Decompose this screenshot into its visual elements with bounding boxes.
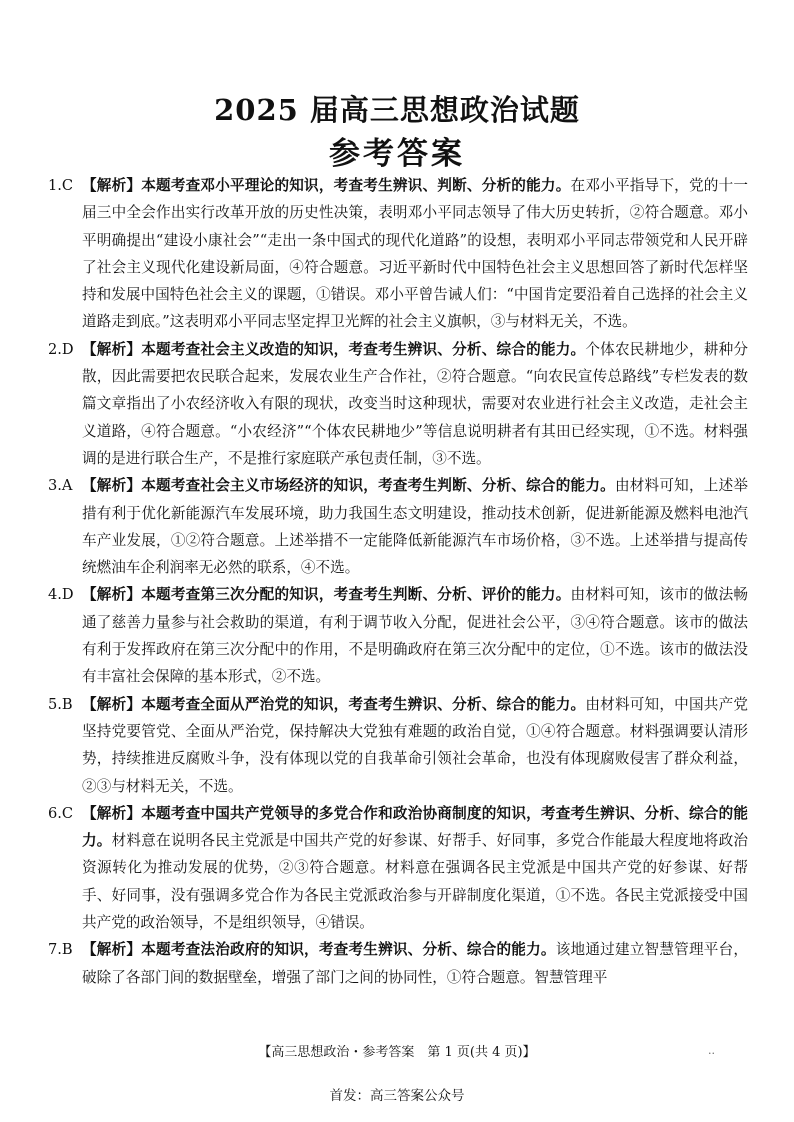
- footer-mark: ..: [708, 1044, 715, 1057]
- answer-item: [48, 472, 748, 581]
- answer-body: 由材料可知，该市的做法畅通了慈善力量参与社会救助的渠道，有利于调节收入分配，促进社会公平，③④符合题意。该市的做法有利于发挥政府在第三次分配中的作用，不是明确政府在第三次分配中的定位，①不选。该市的做法没有丰富社会保障的基本形式，②不选。: [82, 586, 748, 686]
- answer-body: 由材料可知，中国共产党坚持党要管党、全面从严治党，保持解决大党独有难题的政治自觉，①④符合题意。材料强调要认清形势，持续推进反腐败斗争，没有体现以党的自我革命引领社会革命，也没有体现腐败侵害了群众利益，②③与材料无关，不选。: [82, 695, 748, 795]
- answer-item: [48, 800, 748, 936]
- answer-item: [48, 691, 748, 800]
- answer-lead: 本题考查全面从严治党的知识，考查考生辨识、分析、综合的能力。: [141, 695, 586, 713]
- analysis-tag: 【解析】: [82, 695, 142, 713]
- analysis-tag: 【解析】: [82, 586, 142, 604]
- answer-body: 由材料可知，上述举措有利于优化新能源汽车发展环境，助力我国生态文明建设，推动技术创新，促进新能源及燃料电池汽车产业发展，①②符合题意。上述举措不一定能降低新能源汽车市场价格，③不选。上述举措与提高传统燃油车企利润率无必然的联系，④不选。: [82, 477, 748, 577]
- source-credit: 首发：高三答案公众号: [329, 1088, 465, 1104]
- answer-lead: 本题考查中国共产党领导的多党合作和政治协商制度的知识，考查考生辨识、分析、综合的能力。: [82, 804, 748, 850]
- answer-lead: 本题考查社会主义市场经济的知识，考查考生判断、分析、综合的能力。: [141, 477, 615, 495]
- answer-lead: 本题考查邓小平理论的知识，考查考生辨识、判断、分析的能力。: [141, 177, 571, 194]
- analysis-tag: 【解析】: [82, 177, 142, 194]
- analysis-tag: 【解析】: [82, 804, 142, 822]
- answer-lead: 本题考查第三次分配的知识，考查考生判断、分析、评价的能力。: [141, 586, 571, 604]
- answer-item: [48, 936, 748, 991]
- page-footer: 【高三思想政治・参考答案 第 1 页(共 4 页)】: [258, 1045, 536, 1060]
- answer-body: 在邓小平指导下，党的十一届三中全会作出实行改革开放的历史性决策，表明邓小平同志领导了伟大历史转折，②符合题意。邓小平明确提出“建设小康社会”“走出一条中国式的现代化道路”的设想，表明邓小平同志带领党和人民开辟了社会主义现代化建设新局面，④符合题意。习近平新时代中国特色社会主义思想回答了新时代怎样坚持和发展中国特色社会主义的课题，①错误。邓小平曾告诫人们：“中国肯定要沿着自己选择的社会主义道路走到底。”这表明邓小平同志坚定捍卫光辉的社会主义旗帜，③与材料无关，不选。: [82, 177, 748, 331]
- analysis-tag: 【解析】: [82, 477, 142, 495]
- analysis-tag: 【解析】: [82, 340, 142, 358]
- page-title: 2025 届高三思想政治试题: [214, 93, 580, 127]
- page-subtitle: 参考答案: [329, 136, 465, 172]
- analysis-tag: 【解析】: [82, 941, 142, 959]
- answer-number: 2.D: [48, 340, 74, 358]
- answer-body: 该地通过建立智慧管理平台，破除了各部门间的数据壁垒，增强了部门之间的协同性，①符合题意。智慧管理平: [82, 941, 748, 986]
- answer-number: 6.C: [48, 804, 74, 822]
- answer-item: [48, 336, 748, 472]
- answer-number: 7.B: [48, 941, 73, 959]
- answer-number: 3.A: [48, 477, 73, 495]
- answer-number: 4.D: [48, 586, 74, 604]
- answer-lead: 本题考查社会主义改造的知识，考查考生辨识、分析、综合的能力。: [141, 340, 586, 358]
- answer-item: [48, 581, 748, 690]
- answer-body: 个体农民耕地少，耕种分散，因此需要把农民联合起来，发展农业生产合作社，②符合题意。“向农民宣传总路线”专栏发表的数篇文章指出了小农经济收入有限的现状，改变当时这种现状，需要对农业进行社会主义改造，走社会主义道路，④符合题意。“小农经济”“个体农民耕地少”等信息说明耕者有其田已经实现，①不选。材料强调的是进行联合生产，不是推行家庭联产承包责任制，③不选。: [82, 340, 748, 467]
- answer-list: [48, 172, 748, 991]
- answer-lead: 本题考查法治政府的知识，考查考生辨识、分析、综合的能力。: [141, 941, 556, 959]
- answer-number: 1.C: [48, 177, 74, 194]
- answer-body: 材料意在说明各民主党派是中国共产党的好参谋、好帮手、好同事，多党合作能最大程度地将政治资源转化为推动发展的优势，②③符合题意。材料意在强调各民主党派是中国共产党的好参谋、好帮手、好同事，没有强调多党合作为各民主党派政治参与开辟制度化渠道，①不选。各民主党派接受中国共产党的政治领导，不是组织领导，④错误。: [82, 832, 748, 932]
- answer-item: [48, 172, 748, 336]
- answer-number: 5.B: [48, 695, 73, 713]
